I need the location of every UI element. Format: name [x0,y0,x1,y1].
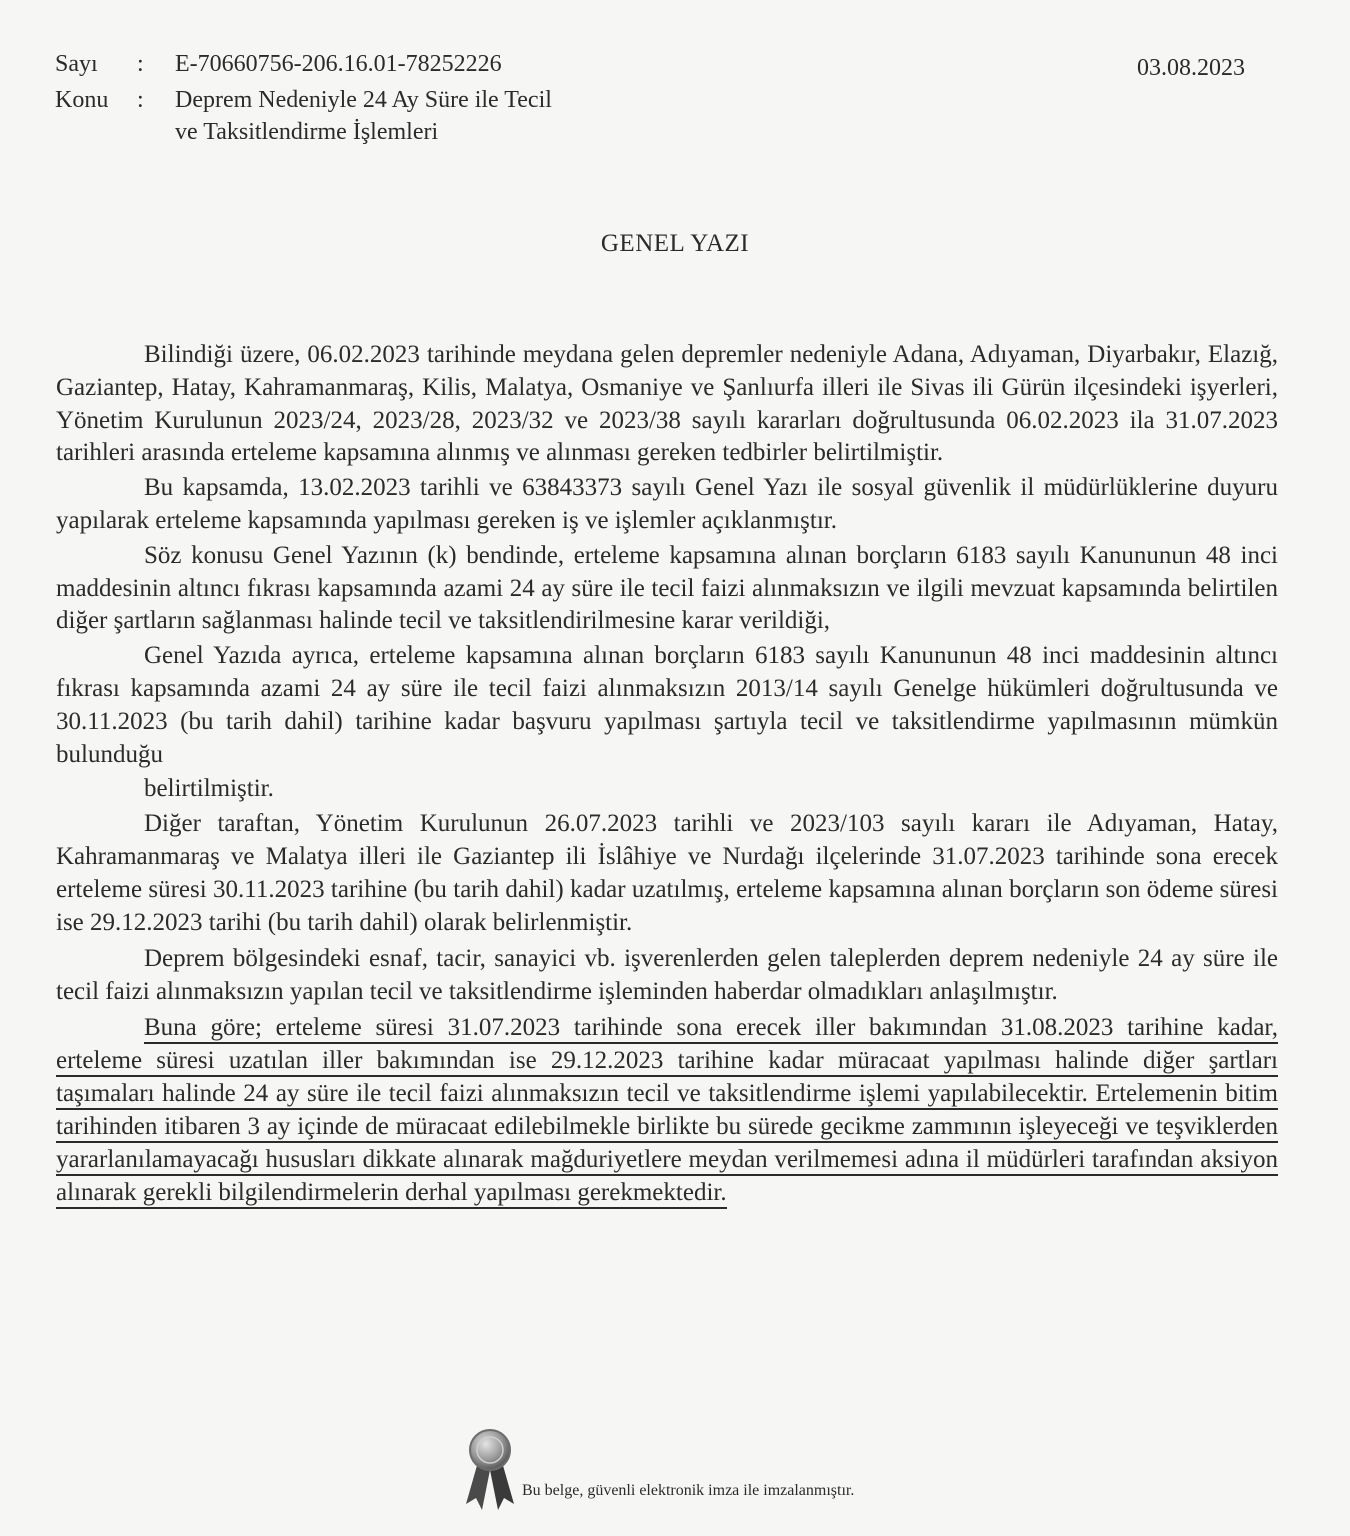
paragraph-7: Deprem bölgesindeki esnaf, tacir, sanayici vb. işverenlerden gelen taleplerden deprem nedeniyle 24 ay süre ile tecil faizi alınmaksızın yapılan tecil ve taksitlendirme işleminden haberdar olmadıkları anlaşılmıştır. [56,945,1278,1006]
sayi-value: E-70660756-206.16.01-78252226 [175,51,502,77]
document-title: GENEL YAZI [600,230,750,257]
document-body [56,339,1278,1209]
konu-line-1: Deprem Nedeniyle 24 Ay Süre ile Tecil [175,87,552,113]
paragraph-5: belirtilmiştir. [144,775,274,803]
konu-line-2: ve Taksitlendirme İşlemleri [175,119,439,145]
seal-icon [458,1424,522,1514]
konu-label: Konu [55,87,109,113]
sayi-row [55,48,875,80]
paragraph-1: Bilindiği üzere, 06.02.2023 tarihinde meydana gelen depremler nedeniyle Adana, Adıyaman, Diyarbakır, Elazığ, Gaziantep, Hatay, Kahramanmaraş, Kilis, Malatya, Osmaniye ve Şanlıurfa illeri ile Sivas ili Gürün ilçesindeki işyerleri, Yönetim Kurulunun 2023/24, 2023/28, 2023/32 ve 2023/38 sayılı kararları doğrultusunda 06.02.2023 ila 31.07.2023 tarihleri arasında erteleme kapsamına alınmış ve alınması gereken tedbirler belirtilmiştir. [56,341,1278,467]
konu-row [55,84,875,148]
paragraph-2: Bu kapsamda, 13.02.2023 tarihli ve 63843373 sayılı Genel Yazı ile sosyal güvenlik il müdürlüklerine duyuru yapılarak erteleme kapsamında yapılması gereken iş ve işlemler açıklanmıştır. [56,474,1278,534]
sayi-colon: : [137,51,144,77]
sayi-label: Sayı [55,51,98,77]
konu-colon: : [137,87,144,113]
paragraph-4: Genel Yazıda ayrıca, erteleme kapsamına alınan borçların 6183 sayılı Kanununun 48 inci maddesinin altıncı fıkrası kapsamında azami 24 ay süre ile tecil faizi alınmaksızın 2013/14 sayılı Genelge hükümleri doğrultusunda ve 30.11.2023 (bu tarih dahil) tarihine kadar başvuru yapılması şartıyla tecil ve taksitlendirme yapılmasının mümkün bulunduğu [56,642,1278,768]
signature-block [458,1424,938,1514]
paragraph-8-text: Buna göre; erteleme süresi 31.07.2023 tarihinde sona erecek iller bakımından 31.08.2023 tarihine kadar, erteleme süresi uzatılan iller bakımından ise 29.12.2023 tarihine kadar müracaat yapılması halinde diğer şartları taşımaları halinde 24 ay süre ile tecil faizi alınmaksızın tecil ve taksitlendirme işlemi yapılabilecektir. Ertelemenin bitim tarihinden itibaren 3 ay içinde de müracaat edilebilmekle birlikte bu sürede gecikme zammının işleyeceği ve teşviklerden yararlanılamayacağı hususları dikkate alınarak mağduriyetlere meydan verilmemesi adına il müdürleri tarafından aksiyon alınarak gerekli bilgilendirmelerin derhal yapılması gerekmektedir. [56,1014,1278,1209]
paragraph-6: Diğer taraftan, Yönetim Kurulunun 26.07.2023 tarihli ve 2023/103 sayılı kararı ile Adıyaman, Hatay, Kahramanmaraş ve Malatya illeri ile Gaziantep ili İslâhiye ve Nurdağı ilçelerinde 31.07.2023 tarihinde sona erecek erteleme süresi 30.11.2023 tarihine (bu tarih dahil) kadar uzatılmış, erteleme kapsamına alınan borçların son ödeme süresi ise 29.12.2023 tarihi (bu tarih dahil) olarak belirlenmiştir. [56,810,1278,936]
konu-value [175,84,875,148]
paragraph-8-underlined [56,1011,1278,1209]
signature-note: Bu belge, güvenli elektronik imza ile imzalanmıştır. [522,1482,855,1499]
document-date: 03.08.2023 [1137,55,1245,81]
paragraph-3: Söz konusu Genel Yazının (k) bendinde, erteleme kapsamına alınan borçların 6183 sayılı Kanununun 48 inci maddesinin altıncı fıkrası kapsamında azami 24 ay süre ile tecil faizi alınmaksızın ve ilgili mevzuat kapsamında belirtilen diğer şartların sağlanması halinde tecil ve taksitlendirilmesine karar verildiği, [56,541,1278,635]
